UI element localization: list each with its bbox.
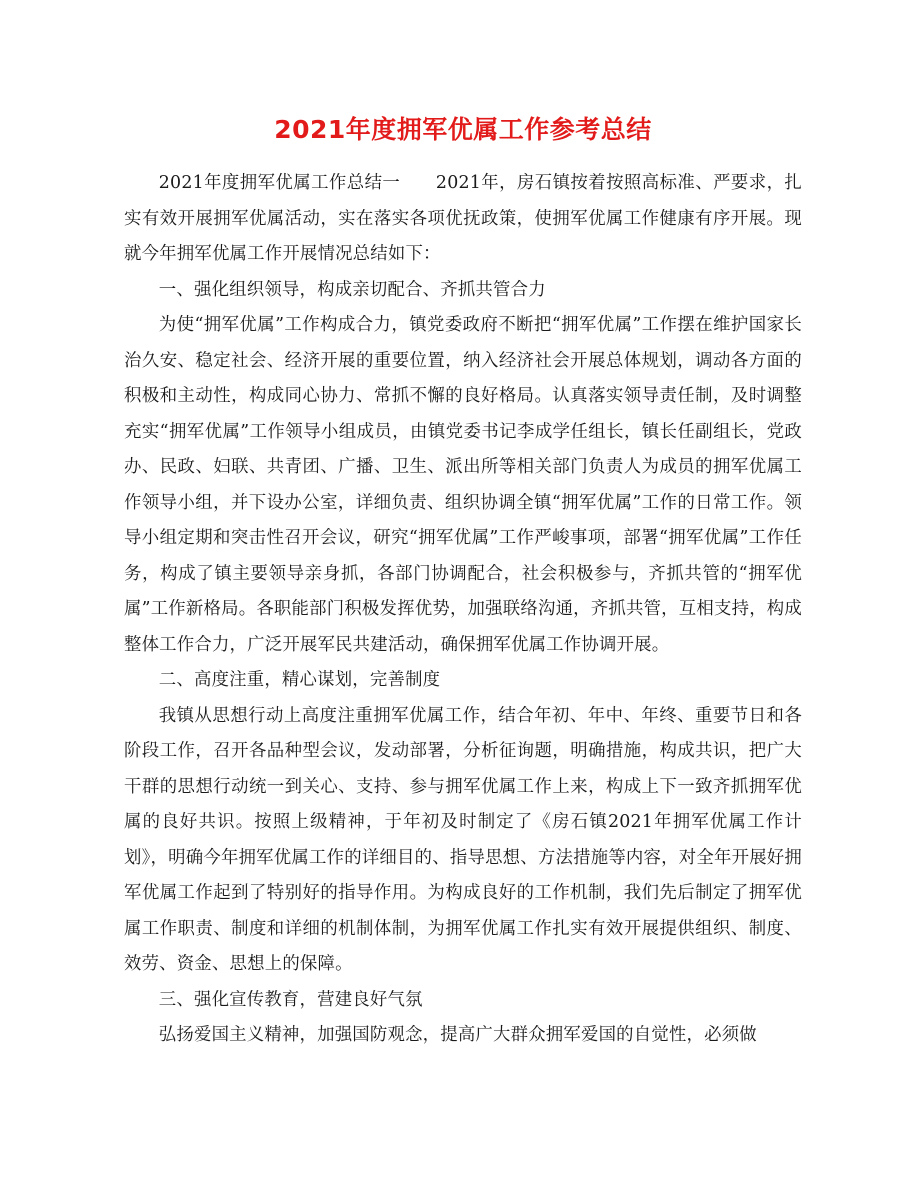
paragraph-section-2: 我镇从思想行动上高度注重拥军优属工作，结合年初、年中、年终、重要节日和各阶段工作，召开各品种型会议，发动部署，分析征询题，明确措施，构成共识，把广大干群的思想行动统一到关心、支持、参与拥军优属工作上来，构成上下一致齐抓拥军优属的良好共识。按照上级精神，于年初及时制定了《房石镇2021年拥军优属工作计划》，明确今年拥军优属工作的详细目的、指导思想、方法措施等内容，对全年开展好拥军优属工作起到了特别好的指导作用。为构成良好的工作机制，我们先后制定了拥军优属工作职责、制度和详细的机制体制，为拥军优属工作扎实有效开展提供组织、制度、效劳、资金、思想上的保障。 [124, 705, 802, 974]
paragraph-intro: 2021年度拥军优属工作总结一 2021年，房石镇按着按照高标准、严要求，扎实有效开展拥军优属活动，实在落实各项优抚政策，使拥军优属工作健康有序开展。现就今年拥军优属工作开展情况总结如下： [124, 173, 802, 264]
paragraph-section-3: 弘扬爱国主义精神，加强国防观念，提高广大群众拥军爱国的自觉性，必须做 [158, 1025, 757, 1045]
document-title: 2021年度拥军优属工作参考总结 [274, 115, 652, 144]
section-heading-1: 一、强化组织领导，构成亲切配合、齐抓共管合力 [158, 279, 546, 300]
section-heading-3: 三、强化宣传教育，营建良好气氛 [158, 989, 423, 1010]
section-heading-2: 二、高度注重，精心谋划，完善制度 [158, 670, 441, 690]
paragraph-section-1: 为使“拥军优属”工作构成合力，镇党委政府不断把“拥军优属”工作摆在维护国家长治久安、稳定社会、经济开展的重要位置，纳入经济社会开展总体规划，调动各方面的积极和主动性，构成同心协力、常抓不懈的良好格局。认真落实领导责任制，及时调整充实“拥军优属”工作领导小组成员，由镇党委书记李成学任组长，镇长任副组长，党政办、民政、妇联、共青团、广播、卫生、派出所等相关部门负责人为成员的拥军优属工作领导小组，并下设办公室，详细负责、组织协调全镇“拥军优属”工作的日常工作。领导小组定期和突击性召开会议，研究“拥军优属”工作严峻事项，部署“拥军优属”工作任务，构成了镇主要领导亲身抓，各部门协调配合，社会积极参与，齐抓共管的“拥军优属”工作新格局。各职能部门积极发挥优势，加强联络沟通，齐抓共管，互相支持，构成整体工作合力，广泛开展军民共建活动，确保拥军优属工作协调开展。 [124, 315, 802, 655]
